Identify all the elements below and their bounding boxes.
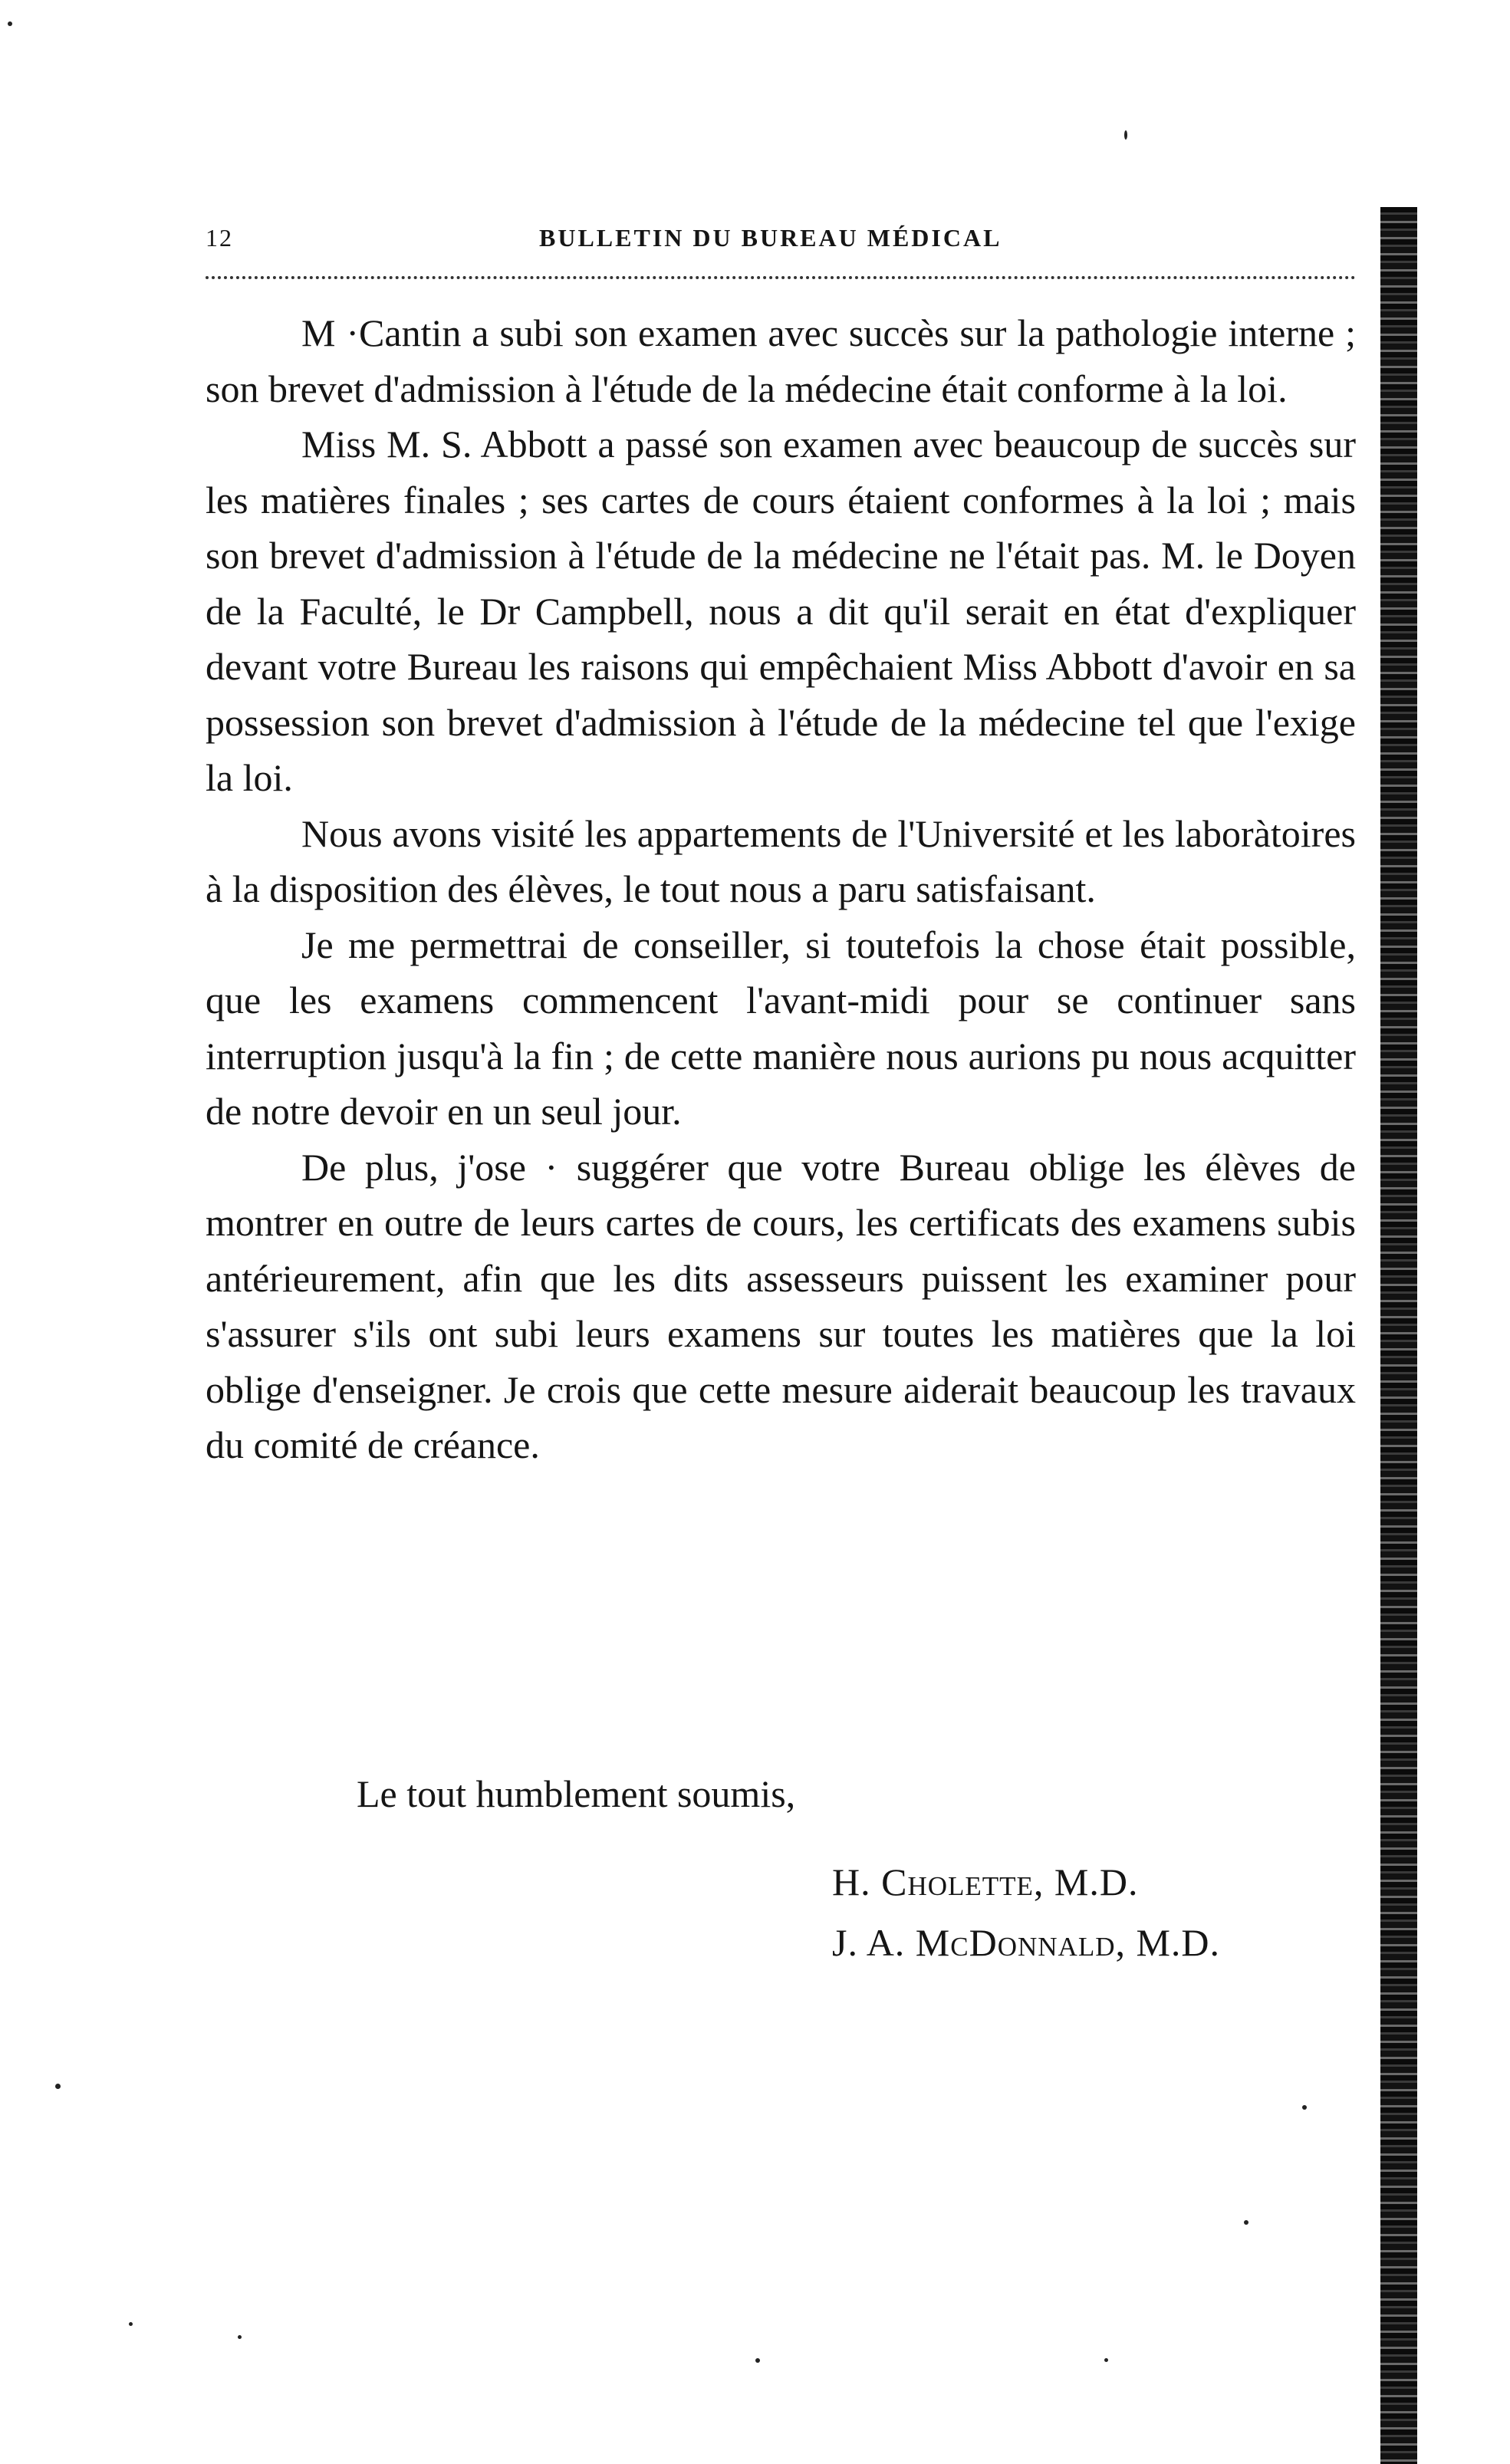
signature-mcdonnald: J. A. McDonnald, M.D. bbox=[832, 1921, 1221, 1964]
page-header bbox=[206, 224, 1356, 270]
dust-speck bbox=[1124, 130, 1127, 140]
dust-speck bbox=[1104, 2358, 1108, 2362]
body-text bbox=[206, 305, 1356, 1473]
paragraph-abbott: Miss M. S. Abbott a passé son examen avec beaucoup de succès sur les matières finales ; ses cartes de cours étaient conformes à la loi ; mais son brevet d'admission à l'étude de la médecine ne l'était pas. M. le Doyen de la Faculté, le Dr Campbell, nous a dit qu'il serait en état d'expliquer devant votre Bureau les raisons qui empêchaient Miss Abbott d'avoir en sa possession son brevet d'admission à l'étude de la médecine tel que l'exige la loi. bbox=[206, 423, 1356, 799]
dust-speck bbox=[8, 21, 12, 26]
paragraph-universite: Nous avons visité les appartements de l'Université et les laboràtoires à la disposition des élèves, le tout nous a paru satisfaisant. bbox=[206, 811, 1356, 910]
page-number: 12 bbox=[206, 224, 233, 252]
dust-speck bbox=[755, 2358, 760, 2363]
signature-block bbox=[832, 1852, 1220, 1973]
binding-edge bbox=[1380, 207, 1417, 2464]
dust-speck bbox=[55, 2084, 61, 2089]
paragraph-cantin: M ·Cantin a subi son examen avec succès sur la pathologie interne ; son brevet d'admission à l'étude de la médecine était conforme à la loi. bbox=[206, 311, 1356, 410]
signature-cholette: H. Cholette, M.D. bbox=[832, 1860, 1139, 1903]
header-rule bbox=[206, 276, 1356, 279]
dust-speck bbox=[129, 2322, 133, 2326]
paragraph-suggestion: De plus, j'ose · suggérer que votre Bureau oblige les élèves de montrer en outre de leurs cartes de cours, les certificats des examens subis antérieurement, afin que les dits assesseurs puissent les examiner pour s'assurer s'ils ont subi leurs examens sur toutes les matières que la loi oblige d'enseigner. Je crois que cette mesure aiderait beaucoup les travaux du comité de créance. bbox=[206, 1145, 1356, 1466]
running-title: BULLETIN DU BUREAU MÉDICAL bbox=[539, 224, 1002, 252]
dust-speck bbox=[238, 2335, 242, 2339]
dust-speck bbox=[1244, 2220, 1248, 2225]
closing-line: Le tout humblement soumis, bbox=[357, 1772, 796, 1815]
paragraph-examens: Je me permettrai de conseiller, si toutefois la chose était possible, que les examens commencent l'avant-midi pour se continuer sans interruption jusqu'à la fin ; de cette manière nous aurions pu nous acquitter de notre devoir en un seul jour. bbox=[206, 923, 1356, 1133]
dust-speck bbox=[1302, 2105, 1307, 2110]
